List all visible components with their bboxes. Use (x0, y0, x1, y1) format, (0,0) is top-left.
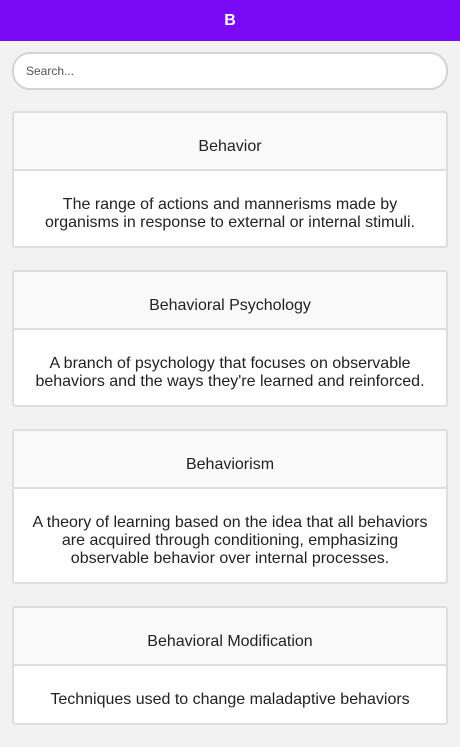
term-card[interactable] (12, 111, 448, 248)
term-definition: A branch of psychology that focuses on observable behaviors and the ways they're learned and reinforced. (35, 355, 425, 390)
term-title: Behaviorism (14, 431, 446, 489)
search-bar (0, 41, 460, 101)
term-title: Behavior (14, 113, 446, 171)
term-title: Behavioral Psychology (14, 272, 446, 330)
search-input[interactable] (12, 52, 448, 90)
term-definition: Techniques used to change maladaptive behaviors (50, 691, 410, 708)
term-definition: The range of actions and mannerisms made by organisms in response to external or internal stimuli. (45, 196, 415, 231)
term-card[interactable] (12, 606, 448, 725)
header-letter: B (224, 11, 236, 29)
term-card[interactable] (12, 429, 448, 584)
term-title: Behavioral Modification (14, 608, 446, 666)
letter-header (0, 0, 460, 41)
term-card[interactable] (12, 270, 448, 407)
term-list (0, 101, 460, 747)
term-definition: A theory of learning based on the idea that all behaviors are acquired through conditioning, emphasizing observable behavior over internal processes. (32, 514, 428, 567)
